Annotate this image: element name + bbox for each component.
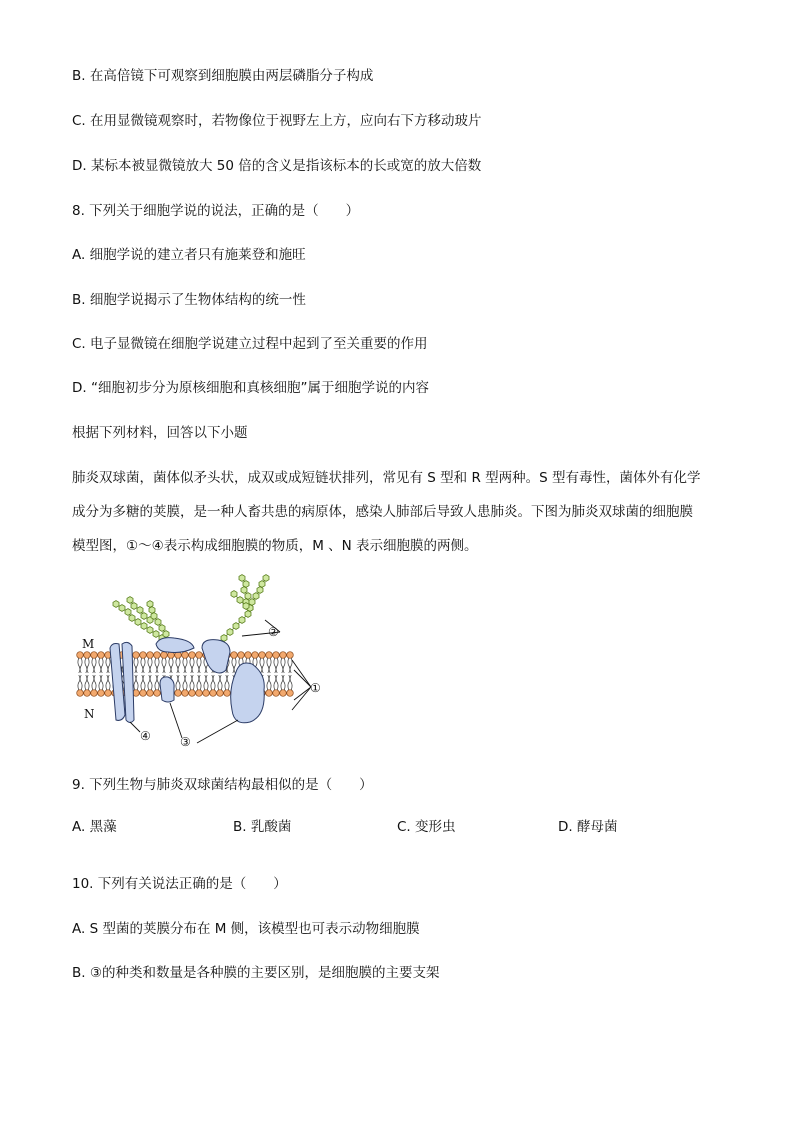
phospholipid-inner [84,675,91,696]
glycoprotein-chains [113,575,269,642]
sugar-unit [263,575,269,582]
sugar-unit [151,613,157,620]
sugar-unit [231,591,237,598]
phospholipid-outer [287,652,294,673]
phospholipid-outer [168,652,175,673]
phospholipid-outer [140,652,147,673]
phospholipid-outer [196,652,203,673]
sugar-unit [113,601,119,608]
sugar-unit [227,629,233,636]
phospholipid-inner [273,675,280,696]
transmembrane-protein-large [231,663,265,723]
label-4: ④ [140,729,151,743]
phospholipid-inner [140,675,147,696]
sugar-unit [237,597,243,604]
sugar-unit [239,617,245,624]
sugar-unit [159,625,165,632]
sugar-unit [155,619,161,626]
phospholipid-outer [259,652,266,673]
q9-option-a: A. 黑藻 [72,819,117,835]
q7-option-d: D. 某标本被显微镜放大 50 倍的含义是指该标本的长或宽的放大倍数 [72,158,482,174]
phospholipid-inner [147,675,154,696]
material-line: 肺炎双球菌，菌体似矛头状，成双或成短链状排列，常见有 S 型和 R 型两种。S 型有毒性，菌体外有化学 [72,470,701,486]
phospholipid-inner [224,675,231,696]
sugar-unit [239,575,245,582]
q9-option-b: B. 乳酸菌 [233,819,292,835]
phospholipid-outer [98,652,105,673]
phospholipid-inner [98,675,105,696]
material-line: 模型图，①～④表示构成细胞膜的物质，M 、N 表示细胞膜的两侧。 [72,538,478,554]
phospholipid-inner [266,675,273,696]
integral-protein-small [160,677,174,702]
q8-option-a: A. 细胞学说的建立者只有施莱登和施旺 [72,247,306,263]
phospholipid-outer [231,652,238,673]
sugar-unit [119,605,125,612]
q8-option-b: B. 细胞学说揭示了生物体结构的统一性 [72,292,306,308]
phospholipid-inner [203,675,210,696]
phospholipid-inner [189,675,196,696]
q9-option-d: D. 酵母菌 [558,819,618,835]
phospholipid-outer [273,652,280,673]
q10-option-a: A. S 型菌的荚膜分布在 M 侧，该模型也可表示动物细胞膜 [72,921,420,937]
sugar-unit [163,631,169,638]
sugar-unit [135,619,141,626]
phospholipid-outer [91,652,98,673]
q10-option-b: B. ③的种类和数量是各种膜的主要区别，是细胞膜的主要支架 [72,965,440,981]
phospholipid-outer [154,652,161,673]
q7-option-c: C. 在用显微镜观察时，若物像位于视野左上方，应向右下方移动玻片 [72,113,482,129]
sugar-unit [141,623,147,630]
sugar-unit [147,627,153,634]
phospholipid-outer [161,652,168,673]
sugar-unit [141,613,147,620]
phospholipid-inner [280,675,287,696]
sugar-unit [125,609,131,616]
sugar-unit [257,587,263,594]
phospholipid-inner [105,675,112,696]
sugar-unit [233,623,239,630]
peripheral-protein-top [156,638,194,653]
phospholipid-outer [175,652,182,673]
phospholipid-inner [210,675,217,696]
phospholipid-inner [217,675,224,696]
phospholipid-outer [182,652,189,673]
material-intro: 根据下列材料，回答以下小题 [72,425,248,441]
phospholipid-outer [133,652,140,673]
phospholipid-inner [196,675,203,696]
sugar-unit [245,611,251,618]
phospholipid-outer [189,652,196,673]
phospholipid-outer [77,652,84,673]
sugar-unit [253,593,259,600]
label-n: N [84,707,95,721]
sugar-unit [127,597,133,604]
sugar-unit [243,603,249,610]
phospholipid-outer [266,652,273,673]
phospholipid-inner [154,675,161,696]
membrane-proteins [110,638,264,723]
phospholipid-inner [287,675,294,696]
label-m: M [82,637,95,651]
phospholipid-outer [280,652,287,673]
phospholipid-inner [77,675,84,696]
sugar-unit [131,603,137,610]
label-2: ② [268,625,279,639]
phospholipid-inner [182,675,189,696]
material-paragraph [72,461,720,563]
q10-stem: 10. 下列有关说法正确的是（ ） [72,876,287,892]
cell-membrane-diagram [70,570,350,755]
phospholipid-outer [84,652,91,673]
phospholipid-inner [91,675,98,696]
q9-stem: 9. 下列生物与肺炎双球菌结构最相似的是（ ） [72,777,373,793]
sugar-unit [137,607,143,614]
sugar-unit [129,615,135,622]
sugar-unit [241,587,247,594]
sugar-unit [221,635,227,642]
material-line: 成分为多糖的荚膜，是一种人畜共患的病原体，感染人肺部后导致人患肺炎。下图为肺炎双球菌的细胞膜 [72,504,693,520]
label-3: ③ [180,735,191,749]
phospholipid-inner [175,675,182,696]
q9-option-c: C. 变形虫 [397,819,456,835]
q8-option-c: C. 电子显微镜在细胞学说建立过程中起到了至关重要的作用 [72,336,428,352]
phospholipid-outer [147,652,154,673]
label-1: ① [310,681,321,695]
q8-stem: 8. 下列关于细胞学说的说法，正确的是（ ） [72,203,360,219]
q7-option-b: B. 在高倍镜下可观察到细胞膜由两层磷脂分子构成 [72,68,374,84]
q8-option-d: D. “细胞初步分为原核细胞和真核细胞”属于细胞学说的内容 [72,380,429,396]
sugar-unit [153,631,159,638]
